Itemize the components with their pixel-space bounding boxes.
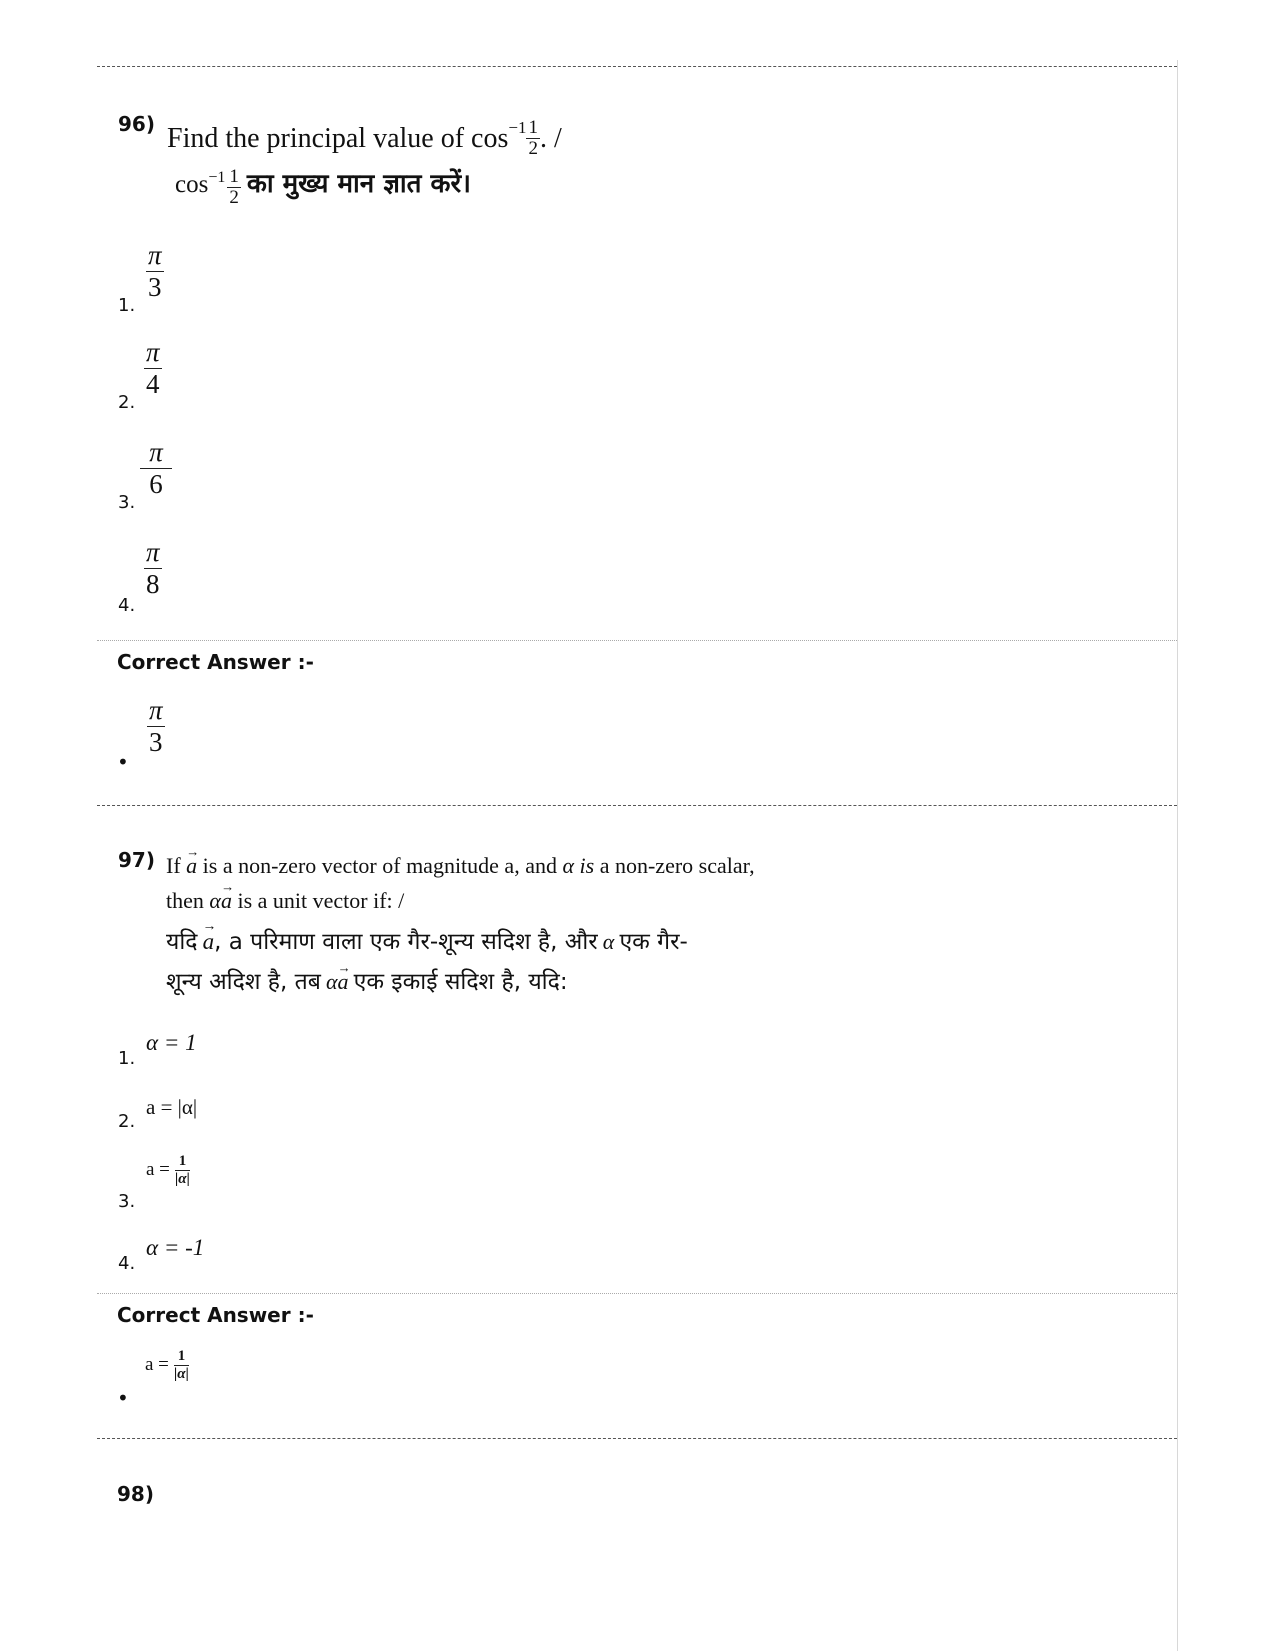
q97-option-2[interactable] (118, 1095, 318, 1135)
q97-option-1[interactable] (118, 1030, 318, 1070)
question-number-97: 97) (118, 848, 155, 872)
alpha: α (325, 969, 338, 995)
question-number-98: 98) (117, 1482, 154, 1506)
frac-denominator: |α| (174, 1365, 189, 1382)
option-number: 4. (118, 595, 136, 616)
option-text: α = 1 (146, 1030, 197, 1055)
q97-en-line-1 (166, 848, 755, 883)
option-fraction (144, 537, 162, 600)
question-page (97, 60, 1178, 1651)
answer-bullet: • (117, 1386, 129, 1410)
text: then (166, 888, 204, 914)
answer-lhs: a = (145, 1354, 169, 1375)
option-text: α = -1 (146, 1235, 205, 1260)
q96-fraction (526, 118, 540, 159)
q96-frac-den: 2 (528, 137, 538, 159)
q96-slash: . / (539, 122, 562, 154)
option-fraction (140, 437, 172, 500)
frac-denominator: |α| (175, 1170, 190, 1187)
question-divider (97, 1438, 1177, 1439)
option-number: 3. (118, 492, 136, 513)
q97-prompt-hindi (166, 922, 688, 1003)
q97-prompt-english (166, 848, 755, 918)
q97-hi-line-1 (166, 922, 688, 962)
frac-denominator: 3 (148, 272, 162, 303)
option-number: 4. (118, 1253, 136, 1274)
q97-answer-divider (97, 1293, 1177, 1294)
q96-hi-frac-den: 2 (229, 187, 239, 208)
option-text: a = |α| (146, 1095, 198, 1119)
q96-hi-cos: cos (175, 171, 209, 198)
answer-expression (145, 1348, 189, 1382)
q97-en-line-2 (166, 883, 755, 918)
q96-superscript: −1 (508, 117, 527, 137)
answer-bullet: • (117, 750, 129, 774)
answer-fraction (174, 1348, 189, 1382)
answer-fraction (147, 695, 165, 758)
text: यदि (166, 929, 198, 955)
text: a non-zero scalar, (599, 853, 755, 878)
option-fraction (175, 1153, 190, 1187)
q96-hi-fraction (227, 167, 241, 208)
text: is (579, 853, 595, 878)
frac-numerator: π (149, 437, 163, 467)
question-divider (97, 805, 1177, 806)
question-number-96: 96) (118, 112, 155, 136)
text: is a non-zero vector of magnitude a, and (202, 853, 557, 878)
frac-denominator: 8 (146, 569, 160, 600)
q97-correct-answer (117, 1348, 317, 1408)
q96-prompt-english (167, 117, 562, 161)
text: , a परिमाण वाला एक गैर-शून्य सदिश है, और (214, 929, 598, 955)
frac-numerator: π (148, 240, 162, 270)
frac-denominator: 4 (146, 369, 160, 400)
text: एक गैर- (619, 929, 688, 955)
option-number: 2. (118, 392, 136, 413)
text: एक इकाई सदिश है, यदि: (353, 969, 568, 996)
q96-hi-text: का मुख्य मान ज्ञात करें। (246, 169, 471, 199)
alpha: α (209, 888, 221, 914)
frac-numerator: π (146, 337, 160, 367)
q97-option-4[interactable] (118, 1235, 318, 1275)
option-lhs: a = (146, 1159, 170, 1180)
option-number: 3. (118, 1191, 136, 1212)
frac-denominator: 6 (149, 469, 163, 500)
alpha: α (602, 929, 615, 954)
top-divider (97, 66, 1177, 67)
q96-hi-superscript: −1 (208, 168, 226, 186)
option-fraction (146, 240, 164, 303)
q96-prompt-hindi (175, 164, 471, 208)
vector-a: → a (338, 963, 349, 1002)
frac-numerator: π (149, 695, 163, 725)
option-fraction (144, 337, 162, 400)
frac-numerator: π (146, 537, 160, 567)
alpha: α (562, 853, 575, 878)
q96-hi-frac-num: 1 (229, 166, 239, 188)
vector-a: → a (186, 848, 197, 883)
q96-correct-answer-label: Correct Answer :- (117, 650, 314, 674)
text: शून्य अदिश है, तब (166, 969, 321, 996)
option-number: 1. (118, 295, 136, 316)
q96-frac-num: 1 (528, 117, 538, 138)
text: is a unit vector if: / (237, 888, 405, 914)
q97-option-3[interactable] (118, 1153, 318, 1213)
vector-a: → a (221, 883, 232, 918)
option-number: 1. (118, 1048, 136, 1069)
frac-numerator: 1 (178, 1153, 187, 1169)
frac-denominator: 3 (149, 727, 163, 758)
text: If (166, 853, 181, 878)
q97-correct-answer-label: Correct Answer :- (117, 1303, 314, 1327)
frac-numerator: 1 (177, 1348, 186, 1364)
q96-answer-divider (97, 640, 1177, 641)
q97-hi-line-2 (166, 962, 688, 1002)
vector-a: → a (203, 922, 215, 962)
option-number: 2. (118, 1111, 136, 1132)
q96-prompt-text: Find the principal value of cos (167, 122, 509, 154)
option-expression (146, 1153, 190, 1187)
